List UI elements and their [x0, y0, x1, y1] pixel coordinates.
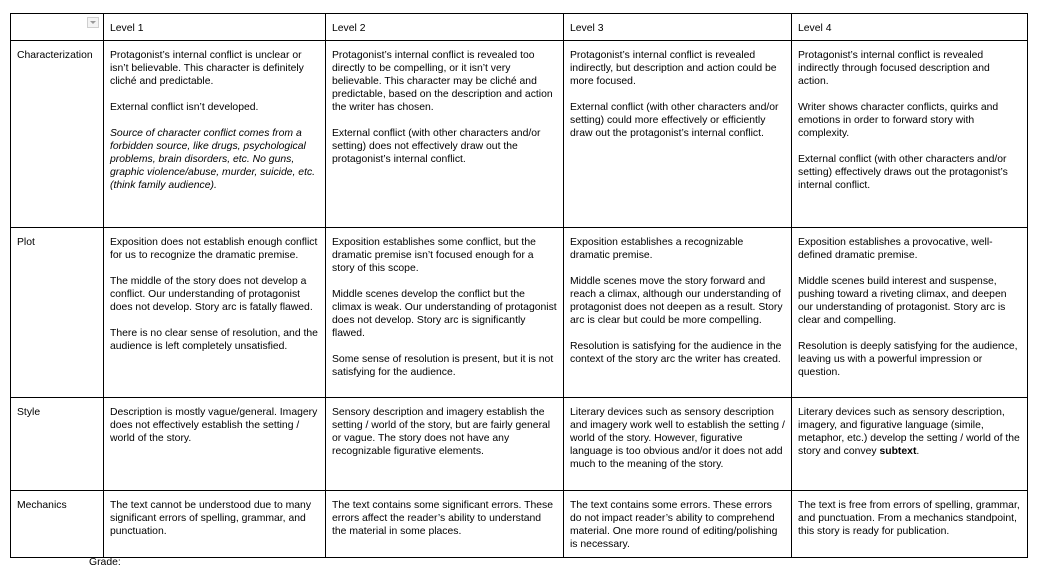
cell-paragraph: External conflict (with other characters and/or setting) effectively draws out the protagonist’s internal conflict.	[798, 154, 1008, 191]
cell-style-level-1	[104, 398, 326, 491]
row-label-style: Style	[11, 398, 104, 491]
cell-paragraph: The text contains some errors. These errors do not impact reader’s ability to comprehend material. One more round of editing/polishing is necessary.	[570, 500, 778, 550]
row-characterization	[11, 41, 1028, 228]
row-style	[11, 398, 1028, 491]
cell-style-level-3	[564, 398, 792, 491]
cell-mechanics-level-4	[792, 491, 1028, 558]
row-label-characterization: Characterization	[11, 41, 104, 228]
cell-style-level-4	[792, 398, 1028, 491]
cell-paragraph: Literary devices such as sensory description and imagery work well to establish the setting / world of the story. However, figurative language is too obvious and/or it does not add much to the meaning of the story.	[570, 407, 785, 470]
cell-paragraph: Protagonist’s internal conflict is revealed indirectly, but description and action could be more focused.	[570, 50, 777, 87]
cell-paragraph: External conflict (with other characters and/or setting) could more effectively or efficiently draw out the protagonist’s internal conflict.	[570, 102, 779, 139]
cell-paragraph: Writer shows character conflicts, quirks and emotions in order to forward story with complexity.	[798, 102, 999, 139]
cell-paragraph: The middle of the story does not develop a conflict. Our understanding of protagonist does not develop. Story arc is fatally flawed.	[110, 276, 313, 313]
cell-paragraph: Exposition establishes a provocative, well-defined dramatic premise.	[798, 237, 993, 261]
cell-paragraph: External conflict isn’t developed.	[110, 102, 259, 113]
row-mechanics	[11, 491, 1028, 558]
header-corner-cell	[11, 14, 104, 41]
cell-paragraph: Resolution is deeply satisfying for the audience, leaving us with a powerful impression or question.	[798, 341, 1018, 378]
cell-mechanics-level-2	[326, 491, 564, 558]
cell-characterization-level-2	[326, 41, 564, 228]
cell-paragraph: Protagonist’s internal conflict is revealed indirectly through focused description and action.	[798, 50, 990, 87]
cell-characterization-level-3	[564, 41, 792, 228]
cell-plot-level-2	[326, 228, 564, 398]
cell-plot-level-1	[104, 228, 326, 398]
header-level-1: Level 1	[104, 14, 326, 41]
cell-paragraph: External conflict (with other characters and/or setting) does not effectively draw out the protagonist’s internal conflict.	[332, 128, 541, 165]
cell-paragraph: The text contains some significant errors. These errors affect the reader’s ability to understand the material in some places.	[332, 500, 553, 537]
cell-text: Literary devices such as sensory description, imagery, and figurative language (simile, metaphor, etc.) develop the setting / world of the story and convey	[798, 407, 1020, 457]
cell-paragraph: Description is mostly vague/general. Imagery does not effectively establish the setting / world of the story.	[110, 407, 318, 444]
bold-term-subtext: subtext	[879, 446, 917, 457]
header-level-3: Level 3	[564, 14, 792, 41]
cell-characterization-level-4	[792, 41, 1028, 228]
header-level-2: Level 2	[326, 14, 564, 41]
rubric-table	[10, 13, 1028, 558]
cell-mechanics-level-1	[104, 491, 326, 558]
cell-paragraph: Middle scenes develop the conflict but the climax is weak. Our understanding of protagonist does not develop. Story arc is significantly flawed.	[332, 289, 557, 339]
cell-paragraph: Source of character conflict comes from a forbidden source, like drugs, psychological problems, brain disorders, etc. No guns, graphic violence/abuse, murder, suicide, etc. (think family audience).	[110, 128, 316, 191]
cell-paragraph: There is no clear sense of resolution, and the audience is left completely unsatisfied.	[110, 328, 318, 352]
grade-label: Grade:	[89, 557, 121, 568]
cell-paragraph: The text cannot be understood due to many significant errors of spelling, grammar, and punctuation.	[110, 500, 312, 537]
cell-paragraph: Middle scenes move the story forward and reach a climax, although our understanding of protagonist does not deepen as a result. Story arc is clear but could be more compelling.	[570, 276, 783, 326]
header-level-4: Level 4	[792, 14, 1028, 41]
row-label-plot: Plot	[11, 228, 104, 398]
cell-style-level-2	[326, 398, 564, 491]
cell-paragraph: Protagonist’s internal conflict is revealed too directly to be compelling, or it isn’t very believable. This character may be cliché and predictable, based on the description and action the writer has chosen.	[332, 50, 553, 113]
cell-paragraph: Middle scenes build interest and suspense, pushing toward a riveting climax, and deepen our understanding of protagonist. Story arc is clear and compelling.	[798, 276, 1007, 326]
cell-paragraph: Exposition establishes a recognizable dramatic premise.	[570, 237, 744, 261]
cell-paragraph	[798, 406, 1021, 458]
row-plot	[11, 228, 1028, 398]
dropdown-arrow-icon[interactable]	[87, 17, 99, 28]
cell-mechanics-level-3	[564, 491, 792, 558]
cell-plot-level-4	[792, 228, 1028, 398]
cell-paragraph: Exposition establishes some conflict, but the dramatic premise isn’t focused enough for a story of this scope.	[332, 237, 536, 274]
cell-characterization-level-1	[104, 41, 326, 228]
cell-paragraph: Exposition does not establish enough conflict for us to recognize the dramatic premise.	[110, 237, 318, 261]
cell-paragraph: Sensory description and imagery establish the setting / world of the story, but are fairly general or vague. The story does not have any recognizable figurative elements.	[332, 407, 551, 457]
cell-paragraph: Protagonist’s internal conflict is unclear or isn’t believable. This character is definitely cliché and predictable.	[110, 50, 304, 87]
row-label-mechanics: Mechanics	[11, 491, 104, 558]
cell-paragraph: The text is free from errors of spelling, grammar, and punctuation. From a mechanics standpoint, this story is ready for publication.	[798, 500, 1020, 537]
cell-paragraph: Resolution is satisfying for the audience in the context of the story arc the writer has created.	[570, 341, 782, 365]
cell-text-end: .	[916, 446, 920, 457]
cell-paragraph: Some sense of resolution is present, but it is not satisfying for the audience.	[332, 354, 554, 378]
cell-plot-level-3	[564, 228, 792, 398]
header-row	[11, 14, 1028, 41]
